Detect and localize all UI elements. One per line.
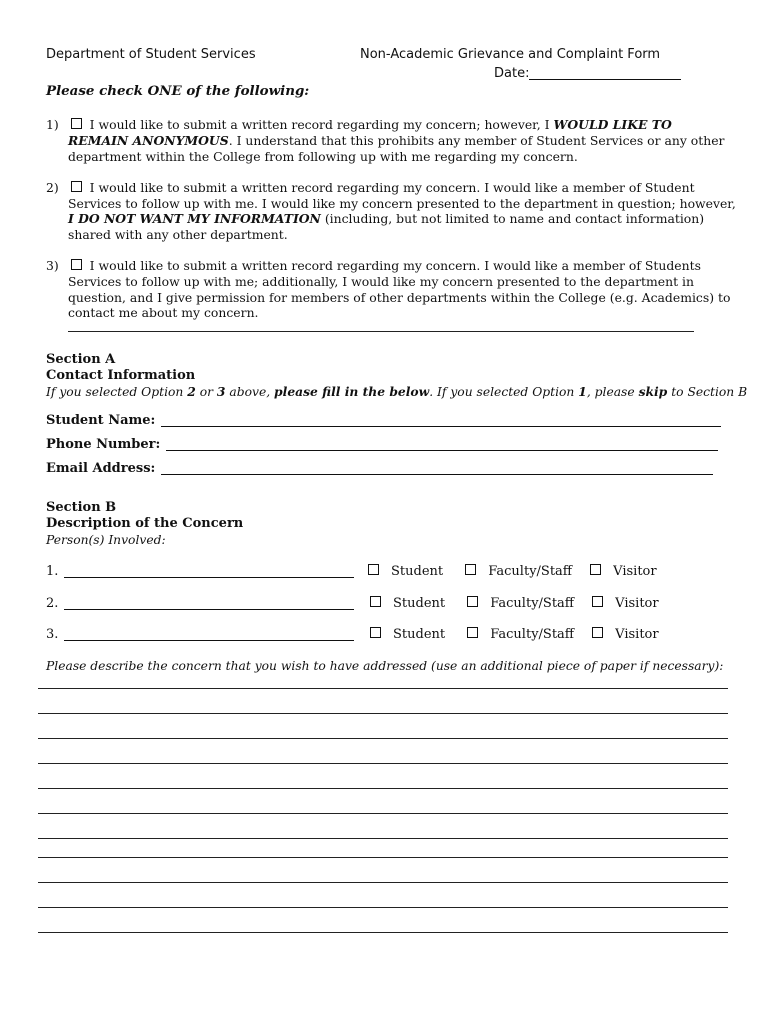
role-label: Visitor — [615, 596, 659, 611]
note-emphasis: 1 — [578, 384, 587, 399]
option-3-line-3: question, and I give permission for members of other departments within the College (e.g. Academics) to — [68, 290, 731, 305]
department-name: Department of Student Services — [46, 47, 256, 62]
note-emphasis: please fill in the below — [274, 384, 430, 399]
note-text: above, — [225, 385, 275, 399]
phone-number-field[interactable] — [46, 437, 718, 452]
date-line[interactable] — [529, 65, 681, 80]
student-name-label: Student Name: — [46, 413, 156, 428]
visitor-checkbox[interactable] — [592, 627, 603, 638]
option-1-checkbox[interactable] — [71, 118, 82, 129]
role-label: Faculty/Staff — [488, 564, 573, 579]
note-emphasis: 3 — [216, 384, 226, 399]
email-address-line[interactable] — [161, 461, 713, 475]
option-2-checkbox[interactable] — [71, 181, 82, 192]
option-3-checkbox[interactable] — [71, 259, 82, 270]
option-text: (including, but not limited to name and contact information) — [320, 211, 705, 226]
student-checkbox[interactable] — [368, 564, 379, 575]
option-number: 3) — [46, 258, 59, 273]
phone-number-line[interactable] — [166, 437, 718, 451]
writing-line[interactable] — [38, 813, 728, 814]
student-name-field[interactable] — [46, 413, 721, 428]
option-1 — [46, 117, 672, 133]
email-address-label: Email Address: — [46, 461, 156, 476]
person-number: 1. — [46, 564, 59, 579]
writing-line[interactable] — [38, 907, 728, 908]
note-text: . If you selected Option — [429, 385, 579, 399]
option-text: . I understand that this prohibits any member of Student Services or any other — [228, 133, 725, 148]
writing-line[interactable] — [38, 857, 728, 858]
writing-line[interactable] — [38, 688, 728, 689]
form-title: Non-Academic Grievance and Complaint Form — [360, 47, 661, 62]
note-text: to Section B — [667, 385, 748, 399]
note-text: , please — [586, 385, 639, 399]
person-name-line[interactable] — [64, 627, 354, 641]
role-label: Student — [393, 596, 446, 611]
role-label: Student — [391, 564, 444, 579]
separator-line — [68, 331, 694, 332]
writing-line[interactable] — [38, 932, 728, 933]
option-emphasis: REMAIN ANONYMOUS — [68, 133, 229, 148]
option-1-line-2 — [68, 133, 724, 149]
option-emphasis: I DO NOT WANT MY INFORMATION — [68, 211, 321, 226]
instructions: Please check ONE of the following: — [46, 83, 310, 99]
faculty-staff-checkbox[interactable] — [465, 564, 476, 575]
student-checkbox[interactable] — [370, 596, 381, 607]
option-2-line-4: shared with any other department. — [68, 227, 288, 242]
section-b-heading: Section B — [46, 500, 117, 515]
person-row-1[interactable] — [46, 564, 354, 579]
writing-line[interactable] — [38, 838, 728, 839]
note-emphasis: skip — [638, 384, 668, 399]
option-emphasis: WOULD LIKE TO — [553, 117, 672, 132]
date-label: Date: — [494, 66, 530, 81]
person-name-line[interactable] — [64, 596, 354, 610]
note-text: If you selected Option — [46, 385, 188, 399]
option-1-line-3: department within the College from following up with me regarding my concern. — [68, 149, 578, 164]
option-3 — [46, 258, 701, 274]
writing-line[interactable] — [38, 788, 728, 789]
section-a-heading: Section A — [46, 352, 116, 367]
faculty-staff-checkbox[interactable] — [467, 627, 478, 638]
person-2-roles — [366, 596, 659, 611]
option-number: 2) — [46, 180, 59, 195]
section-b-subheading: Description of the Concern — [46, 516, 244, 531]
describe-prompt: Please describe the concern that you wish to have addressed (use an additional piece of paper if necessary): — [46, 659, 724, 673]
option-text: I would like to submit a written record regarding my concern. I would like a member of Students — [89, 258, 701, 273]
person-number: 2. — [46, 596, 59, 611]
writing-line[interactable] — [38, 713, 728, 714]
date-field[interactable] — [494, 65, 681, 81]
visitor-checkbox[interactable] — [590, 564, 601, 575]
option-2 — [46, 180, 695, 196]
writing-line[interactable] — [38, 882, 728, 883]
section-a-subheading: Contact Information — [46, 368, 196, 383]
person-row-2[interactable] — [46, 596, 354, 611]
person-3-roles — [366, 627, 659, 642]
note-text: or — [195, 385, 217, 399]
role-label: Student — [393, 627, 446, 642]
option-number: 1) — [46, 117, 59, 132]
persons-involved-label: Person(s) Involved: — [46, 533, 166, 547]
option-2-line-2: Services to follow up with me. I would like my concern presented to the department in question; however, — [68, 196, 736, 211]
option-3-line-2: Services to follow up with me; additionally, I would like my concern presented to the department in — [68, 274, 694, 289]
faculty-staff-checkbox[interactable] — [467, 596, 478, 607]
visitor-checkbox[interactable] — [592, 596, 603, 607]
option-3-line-4: contact me about my concern. — [68, 305, 259, 320]
writing-line[interactable] — [38, 738, 728, 739]
writing-line[interactable] — [38, 763, 728, 764]
student-name-line[interactable] — [161, 413, 721, 427]
role-label: Faculty/Staff — [490, 627, 575, 642]
option-2-line-3 — [68, 211, 704, 227]
role-label: Visitor — [613, 564, 657, 579]
phone-number-label: Phone Number: — [46, 437, 161, 452]
option-text: I would like to submit a written record regarding my concern; however, I — [89, 117, 554, 132]
option-text: I would like to submit a written record regarding my concern. I would like a member of Student — [89, 180, 695, 195]
role-label: Faculty/Staff — [490, 596, 575, 611]
email-address-field[interactable] — [46, 461, 713, 476]
person-row-3[interactable] — [46, 627, 354, 642]
note-emphasis: 2 — [187, 384, 196, 399]
section-a-note — [46, 384, 747, 400]
person-1-roles — [364, 564, 657, 579]
student-checkbox[interactable] — [370, 627, 381, 638]
person-name-line[interactable] — [64, 564, 354, 578]
role-label: Visitor — [615, 627, 659, 642]
person-number: 3. — [46, 627, 59, 642]
